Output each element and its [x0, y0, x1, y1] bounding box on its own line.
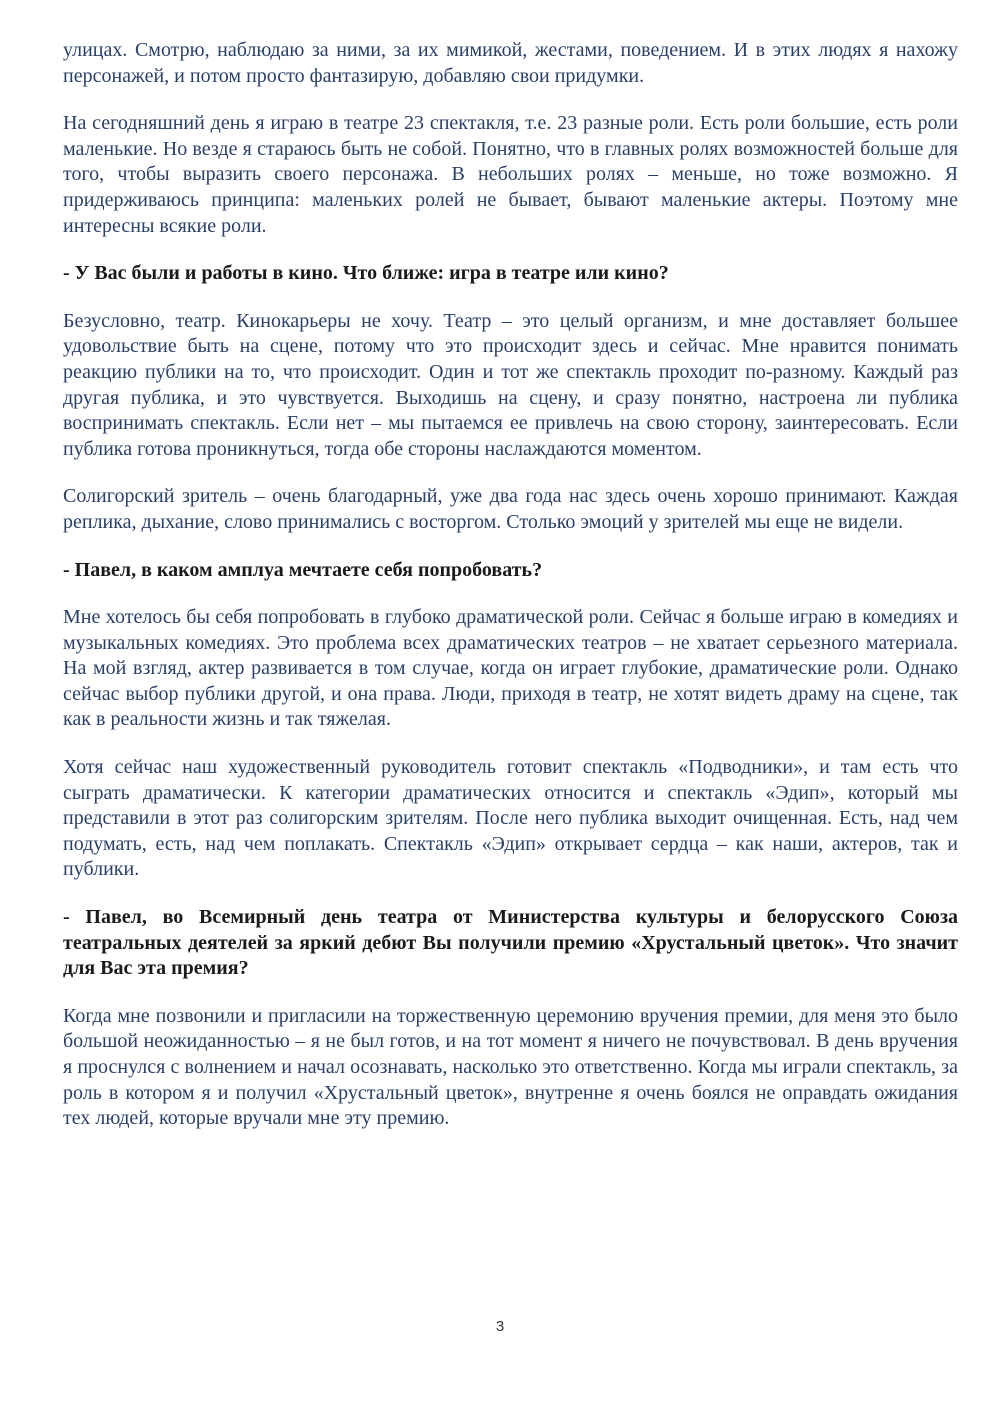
interview-question: - У Вас были и работы в кино. Что ближе: игра в театре или кино? [63, 262, 669, 285]
paragraph: Безусловно, театр. Кинокарьеры не хочу. Театр – это целый организм, и мне доставляет большее удовольствие быть на сцене, потому что это происходит здесь и сейчас. Мне нравится понимать реакцию публики на то, что происходит. Один и тот же спектакль проходит по-разному. Каждый раз другая публика, и это чувствуется. Выходишь на сцену, и сразу понятно, настроена ли публика воспринимать спектакль. Если нет – мы пытаемся ее привлечь на свою сторону, заинтересовать. Если публика готова проникнуться, тогда обе стороны наслаждаются моментом. [63, 309, 958, 460]
paragraph: Хотя сейчас наш художественный руководитель готовит спектакль «Подводники», и там есть что сыграть драматически. К категории драматических относится и спектакль «Эдип», который мы представили в этот раз солигорским зрителям. После него публика выходит очищенная. Есть, над чем подумать, есть, над чем поплакать. Спектакль «Эдип» открывает сердца – как наши, актеров, так и публики. [63, 756, 958, 881]
paragraph: улицах. Смотрю, наблюдаю за ними, за их мимикой, жестами, поведением. И в этих людях я нахожу персонажей, и потом просто фантазирую, добавляю свои придумки. [63, 39, 958, 87]
paragraph: Когда мне позвонили и пригласили на торжественную церемонию вручения премии, для меня это было большой неожиданностью – я не был готов, и на тот момент я ничего не почувствовал. В день вручения я проснулся с волнением и начал осознавать, насколько это ответственно. Когда мы играли спектакль, за роль в котором я и получил «Хрустальный цветок», внутренне я очень боялся не оправдать ожидания тех людей, которые вручали мне эту премию. [63, 1004, 958, 1130]
paragraph: Мне хотелось бы себя попробовать в глубоко драматической роли. Сейчас я больше играю в комедиях и музыкальных комедиях. Это проблема всех драматических театров – не хватает серьезного материала. На мой взгляд, актер развивается в том случае, когда он играет глубокие, драматические роли. Однако сейчас выбор публики другой, и она права. Люди, приходя в театр, не хотят видеть драму на сцене, так как в реальности жизнь и так тяжелая. [63, 606, 958, 731]
interview-question: - Павел, в каком амплуа мечтаете себя попробовать? [63, 558, 543, 581]
paragraph: Солигорский зритель – очень благодарный, уже два года нас здесь очень хорошо принимают. Каждая реплика, дыхание, слово принимались с восторгом. Столько эмоций у зрителей мы еще не видели. [63, 485, 958, 533]
page-number: 3 [495, 1318, 505, 1335]
paragraph: На сегодняшний день я играю в театре 23 спектакля, т.е. 23 разные роли. Есть роли большие, есть роли маленькие. Но везде я стараюсь быть не собой. Понятно, что в главных ролях возможностей больше для того, чтобы выразить своего персонажа. В небольших ролях – меньше, но тоже возможно. Я придерживаюсь принципа: маленьких ролей не бывает, бывают маленькие актеры. Поэтому мне интересны всякие роли. [63, 112, 958, 237]
document-body [63, 38, 958, 1154]
interview-question: - Павел, во Всемирный день театра от Министерства культуры и белорусского Союза театральных деятелей за яркий дебют Вы получили премию «Хрустальный цветок». Что значит для Вас эта премия? [63, 906, 958, 980]
